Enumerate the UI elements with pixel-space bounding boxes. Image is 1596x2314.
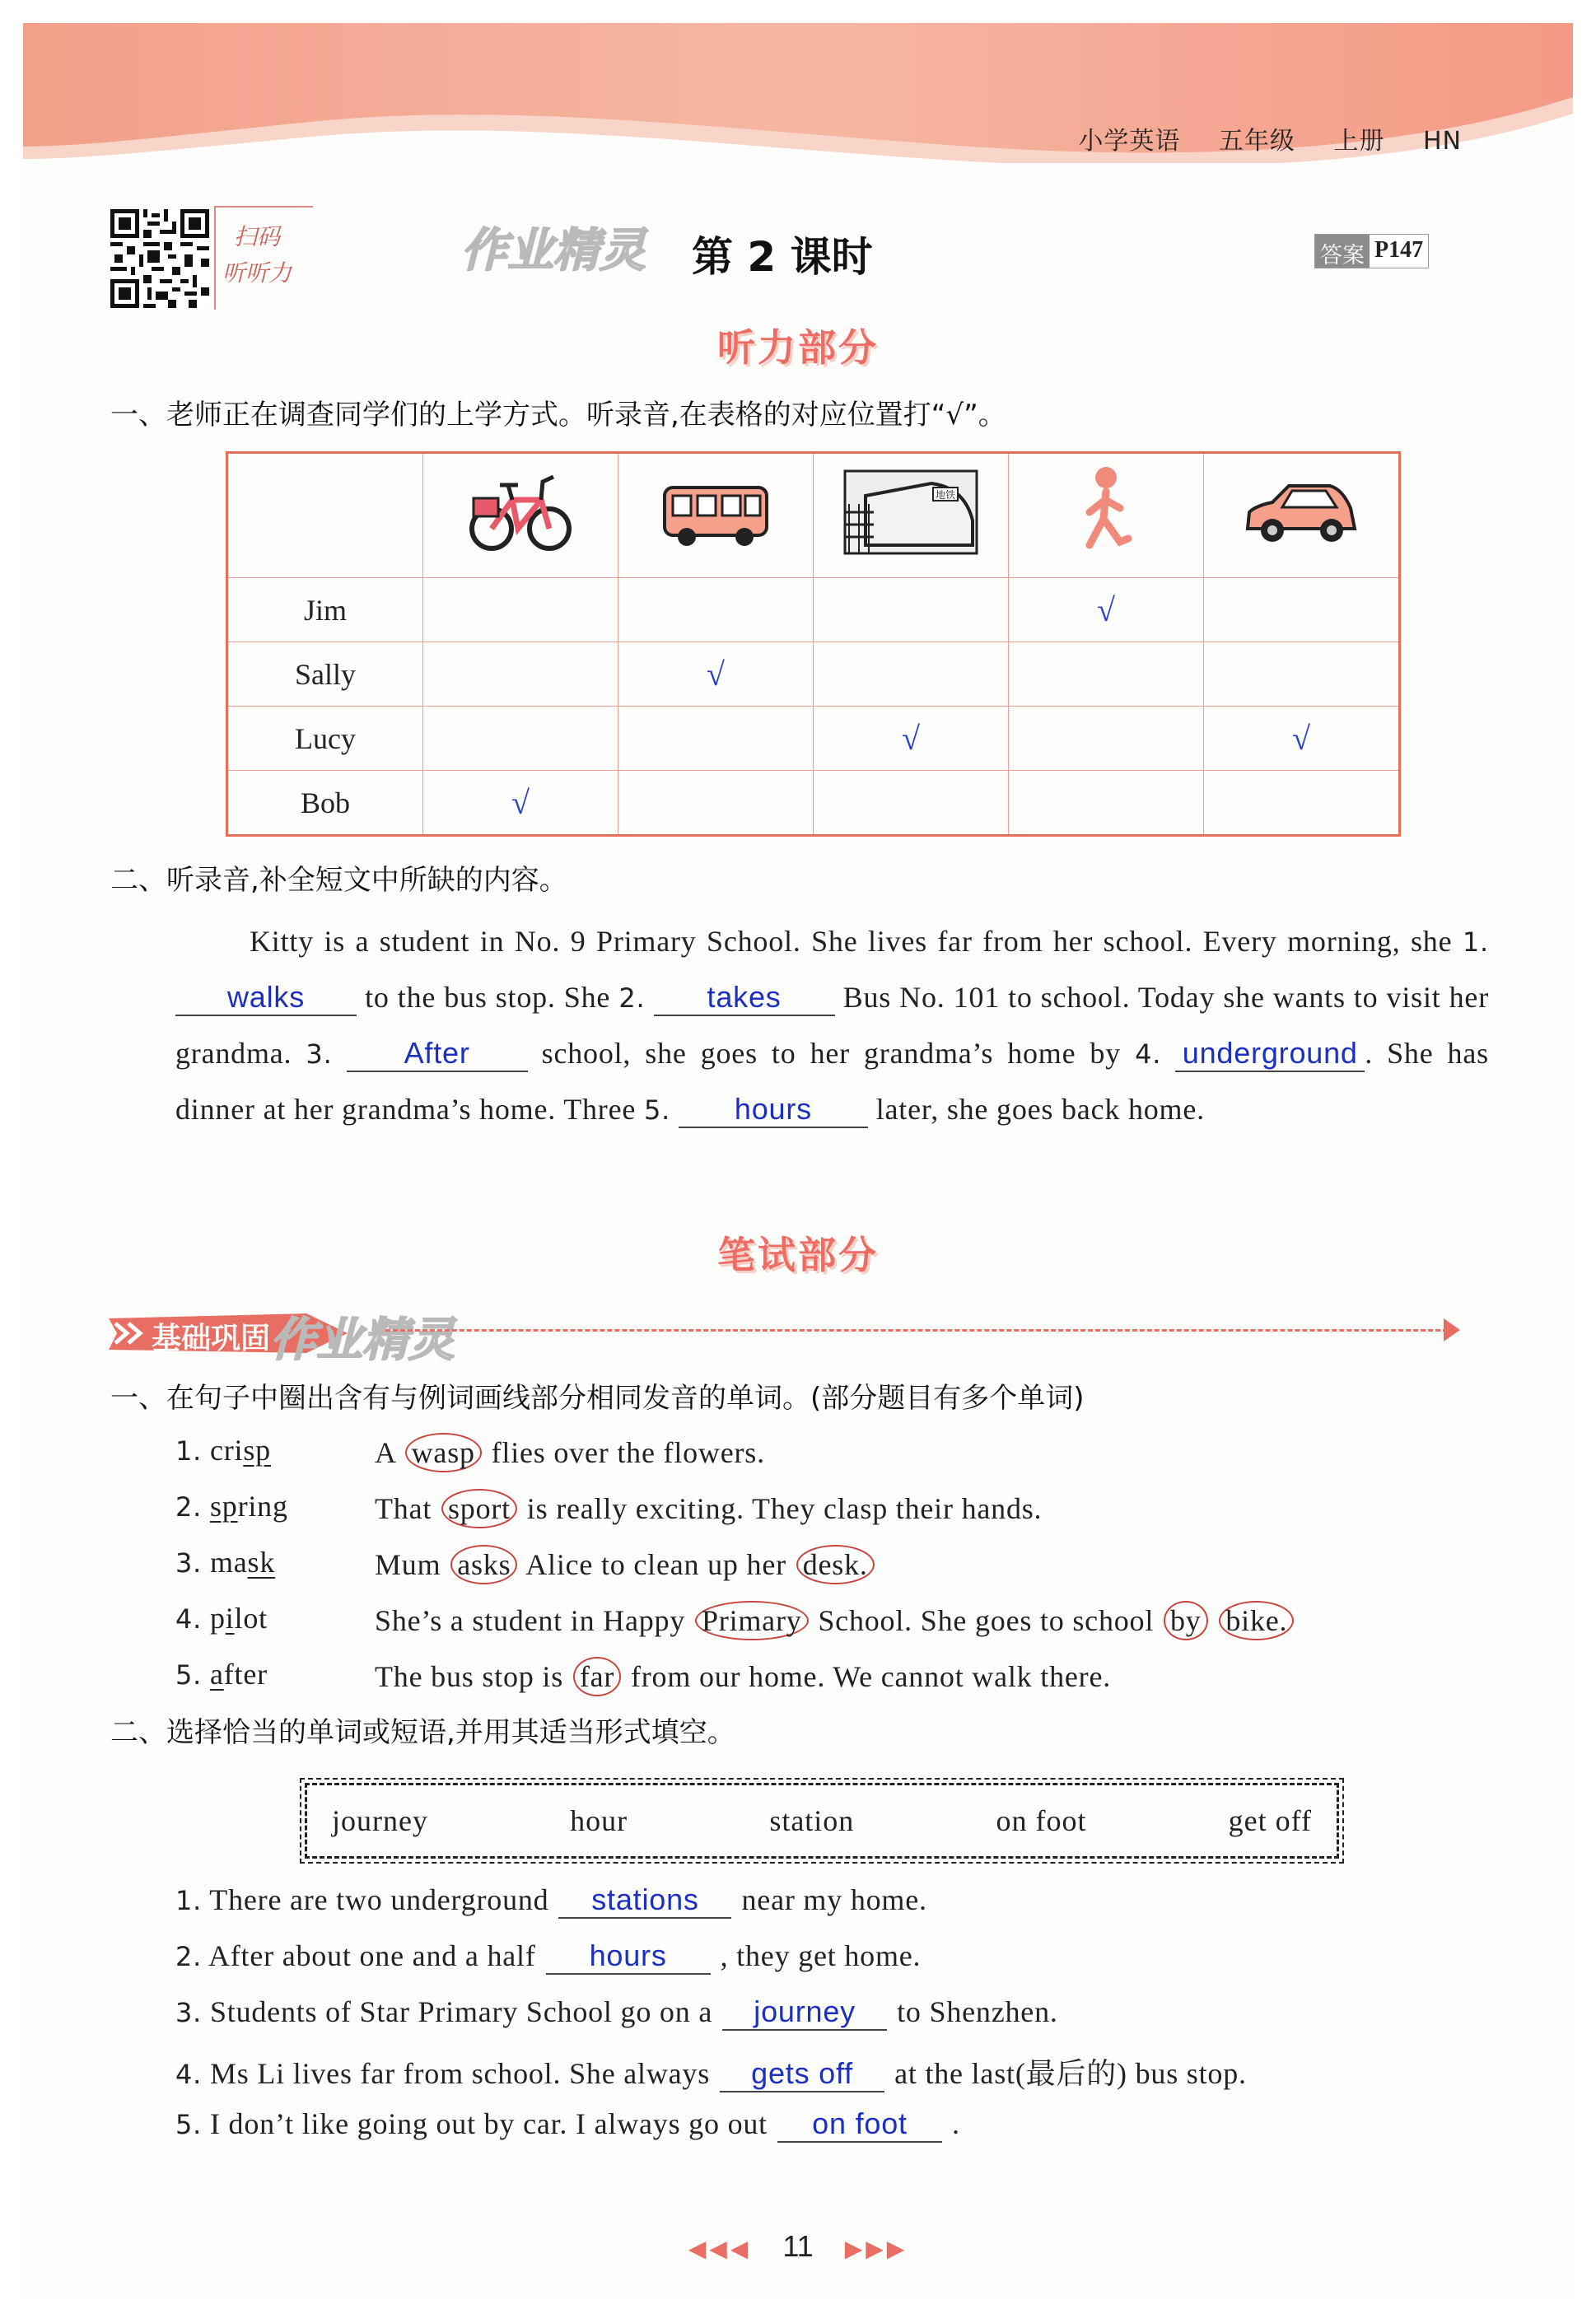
answer-blank[interactable]: walks — [175, 980, 357, 1016]
circled-word[interactable]: wasp — [405, 1433, 482, 1472]
example-word-part: lot — [234, 1602, 268, 1635]
subway-sign: 地铁 — [935, 488, 956, 501]
question-number: 1. — [175, 1885, 203, 1916]
written-q2-heading: 二、选择恰当的单词或短语,并用其适当形式填空。 — [110, 1716, 735, 1749]
prev-arrows-icon[interactable]: ◀◀◀ — [688, 2236, 752, 2261]
word-bank-item: on foot — [996, 1804, 1087, 1837]
section-divider — [385, 1329, 1448, 1332]
circled-word[interactable]: asks — [450, 1545, 517, 1584]
written-q1-heading: 一、在句子中圈出含有与例词画线部分相同发音的单词。(部分题目有多个单词) — [110, 1382, 1085, 1415]
answer-blank[interactable]: hours — [546, 1938, 711, 1975]
tick-mark: √ — [1097, 591, 1115, 628]
question-sentence — [375, 1545, 876, 1584]
passage-text: Kitty is a student in No. 9 Primary School. She lives far from her school. Every morning, she — [250, 925, 1453, 958]
answer-cell[interactable] — [1204, 578, 1400, 642]
student-name: Sally — [227, 642, 423, 707]
circled-word[interactable]: bike. — [1219, 1601, 1294, 1640]
basics-banner-label: 基础巩固 — [152, 1322, 271, 1355]
watermark-logo-2: 作业精灵 — [270, 1313, 455, 1367]
circled-word[interactable]: by — [1164, 1601, 1208, 1640]
sentence-text: She’s a student in Happy — [375, 1604, 693, 1637]
divider-arrow-icon — [1444, 1318, 1460, 1341]
question-text: Students of Star Primary School go on a — [209, 1995, 713, 2028]
answer-cell[interactable] — [618, 707, 814, 771]
next-arrows-icon[interactable]: ▶▶▶ — [844, 2236, 908, 2261]
answer-cell[interactable] — [618, 578, 814, 642]
fill-question-row — [175, 2050, 1247, 2092]
answer-blank[interactable]: on foot — [777, 2106, 942, 2143]
answer-page: P147 — [1370, 235, 1428, 268]
answer-cell[interactable] — [618, 642, 814, 707]
underlined-part: i — [225, 1602, 235, 1635]
word-bank-item: get off — [1228, 1804, 1312, 1837]
answer-cell[interactable] — [814, 707, 1009, 771]
bus-cell — [618, 453, 814, 578]
table-row — [227, 642, 1400, 707]
tick-mark: √ — [1292, 720, 1310, 757]
answer-cell[interactable] — [423, 578, 618, 642]
circle-question-row — [175, 1433, 765, 1469]
sentence-text: is really exciting. They clasp their hands. — [518, 1492, 1043, 1525]
answer-cell[interactable] — [618, 771, 814, 836]
question-sentence — [375, 1489, 1042, 1528]
question-text: at the last(最后的) bus stop. — [894, 2057, 1247, 2090]
passage-text: school, she goes to her grandma’s home by — [541, 1037, 1122, 1070]
answer-cell[interactable] — [423, 771, 618, 836]
tick-mark: √ — [902, 720, 920, 757]
example-word-part: ma — [209, 1546, 248, 1579]
question-text: I don’t like going out by car. I always go out — [209, 2107, 768, 2140]
answer-cell[interactable] — [423, 642, 618, 707]
example-word-part: ring — [237, 1490, 288, 1523]
answer-cell[interactable] — [1009, 578, 1204, 642]
question-sentence — [375, 1433, 765, 1472]
fill-question-row — [175, 1994, 1058, 2031]
table-corner-cell — [227, 453, 423, 578]
sentence-text: A — [375, 1436, 404, 1469]
fill-question-row — [175, 2106, 960, 2143]
sentence-text — [1210, 1604, 1218, 1637]
transport-table — [226, 451, 1401, 837]
answer-tag[interactable] — [1314, 234, 1429, 268]
question-number: 4. — [175, 1603, 203, 1635]
answer-cell[interactable] — [1009, 642, 1204, 707]
example-word — [175, 1546, 275, 1579]
question-number: 4. — [175, 2059, 203, 2090]
circle-question-row — [175, 1601, 1288, 1637]
sentence-text: That — [375, 1492, 440, 1525]
header-edition: HN — [1423, 127, 1462, 156]
question-number: 3. — [175, 1997, 203, 2028]
lesson-title: 第 2 课时 — [692, 233, 873, 281]
table-row — [227, 707, 1400, 771]
question-sentence — [375, 1657, 1111, 1696]
walking-icon — [1069, 463, 1143, 562]
walking-cell — [1009, 453, 1204, 578]
question-number: 5. — [175, 1659, 203, 1691]
sentence-text: Alice to clean up her — [519, 1548, 795, 1581]
table-row — [227, 578, 1400, 642]
circled-word[interactable]: far — [573, 1657, 621, 1696]
question-number: 1. — [175, 1435, 203, 1467]
table-header-row — [227, 453, 1400, 578]
underlined-part: sp — [209, 1490, 238, 1523]
passage-text: Bus No. 101 to school. Today she wants to visit her grandma. — [175, 981, 1490, 1070]
question-number: 3. — [175, 1547, 203, 1579]
fill-question-row — [175, 1882, 927, 1919]
answer-cell[interactable] — [1009, 707, 1204, 771]
question-text: near my home. — [741, 1883, 927, 1916]
answer-blank[interactable]: After — [347, 1036, 528, 1072]
answer-blank[interactable]: hours — [679, 1092, 868, 1128]
watermark-logo: 作业精灵 — [461, 224, 646, 278]
header-grade: 五年级 — [1218, 127, 1295, 156]
student-name: Lucy — [227, 707, 423, 771]
circle-question-row — [175, 1545, 868, 1581]
scan-label-line2: 听听力 — [222, 259, 292, 287]
example-word-part: fter — [223, 1658, 268, 1691]
answer-blank[interactable]: takes — [654, 980, 835, 1016]
passage-text: . She has dinner at her grandma’s home. Three — [175, 1037, 1489, 1126]
answer-blank[interactable]: stations — [558, 1882, 731, 1919]
written-section-title: 笔试部分 — [717, 1233, 879, 1277]
passage-text: later, she goes back home. — [875, 1093, 1205, 1126]
answer-cell[interactable] — [1204, 642, 1400, 707]
answer-cell[interactable] — [814, 578, 1009, 642]
fill-question-row — [175, 1938, 921, 1975]
listening-q1-heading: 一、老师正在调查同学们的上学方式。听录音,在表格的对应位置打“√”。 — [110, 399, 1006, 432]
bike-icon — [467, 467, 574, 558]
question-number: 5. — [175, 2109, 203, 2140]
answer-cell[interactable] — [1204, 707, 1400, 771]
example-word — [175, 1602, 268, 1635]
blank-number: 4. — [1135, 1038, 1162, 1070]
workbook-page — [23, 23, 1573, 2296]
circled-word[interactable]: desk. — [796, 1545, 875, 1584]
student-name: Bob — [227, 771, 423, 836]
answer-label: 答案 — [1315, 235, 1370, 268]
bike-cell — [423, 453, 618, 578]
word-bank — [305, 1783, 1339, 1859]
word-bank-item: journey — [332, 1804, 428, 1837]
question-number: 2. — [175, 1941, 203, 1972]
blank-number: 5. — [643, 1094, 671, 1126]
example-word — [175, 1434, 271, 1467]
answer-blank[interactable]: underground — [1175, 1036, 1365, 1072]
blank-number: 1. — [1462, 926, 1489, 958]
circle-question-row — [175, 1489, 1043, 1525]
scan-label-line1: 扫码 — [234, 223, 281, 250]
example-word — [175, 1658, 268, 1691]
answer-blank[interactable]: gets off — [720, 2056, 884, 2092]
answer-blank[interactable]: journey — [722, 1994, 887, 2031]
question-text: to Shenzhen. — [897, 1995, 1058, 2028]
car-icon — [1239, 471, 1363, 553]
circled-word[interactable]: Primary — [695, 1601, 809, 1640]
sentence-text: Mum — [375, 1548, 450, 1581]
bus-icon — [658, 471, 773, 553]
sentence-text: flies over the flowers. — [483, 1436, 765, 1469]
student-name: Jim — [227, 578, 423, 642]
car-cell — [1204, 453, 1400, 578]
example-word-part: p — [209, 1602, 226, 1635]
example-word-part: cri — [209, 1434, 244, 1467]
listening-section-title: 听力部分 — [717, 325, 879, 370]
scan-listen-label — [214, 206, 313, 310]
page-footer — [23, 2229, 1573, 2264]
sentence-text: from our home. We cannot walk there. — [623, 1660, 1112, 1693]
passage-text: to the bus stop. She — [365, 981, 611, 1014]
example-word — [175, 1490, 288, 1523]
listening-q2-heading: 二、听录音,补全短文中所缺的内容。 — [110, 864, 567, 897]
question-text: There are two underground — [209, 1883, 549, 1916]
answer-cell[interactable] — [814, 771, 1009, 836]
circled-word[interactable]: sport — [441, 1489, 517, 1528]
sentence-text: School. She goes to school — [810, 1604, 1162, 1637]
qr-code-icon[interactable] — [110, 209, 209, 308]
question-sentence — [375, 1601, 1295, 1640]
subway-cell — [814, 453, 1009, 578]
header-subject: 小学英语 — [1078, 127, 1181, 156]
question-text: . — [951, 2107, 960, 2140]
blank-number: 3. — [306, 1038, 333, 1070]
answer-cell[interactable] — [814, 642, 1009, 707]
header-volume: 上册 — [1333, 127, 1385, 156]
sentence-text: The bus stop is — [375, 1660, 572, 1693]
cloze-passage — [175, 914, 1489, 1138]
tick-mark: √ — [707, 655, 725, 693]
question-number: 2. — [175, 1491, 203, 1523]
question-text: After about one and a half — [208, 1939, 536, 1972]
table-row — [227, 771, 1400, 836]
word-bank-item: station — [769, 1804, 855, 1837]
blank-number: 2. — [618, 982, 646, 1014]
word-bank-item: hour — [570, 1804, 628, 1837]
header-info — [1048, 120, 1462, 156]
answer-cell[interactable] — [1009, 771, 1204, 836]
underlined-part: a — [209, 1658, 224, 1691]
question-text: Ms Li lives far from school. She always — [209, 2057, 711, 2090]
answer-cell[interactable] — [1204, 771, 1400, 836]
question-text: , they get home. — [720, 1939, 922, 1972]
answer-cell[interactable] — [423, 707, 618, 771]
underlined-part: sk — [247, 1546, 276, 1579]
tick-mark: √ — [511, 784, 530, 821]
circle-question-row — [175, 1657, 1112, 1693]
underlined-part: sp — [243, 1434, 271, 1467]
page-number: 11 — [782, 2229, 814, 2263]
subway-icon — [841, 463, 981, 562]
